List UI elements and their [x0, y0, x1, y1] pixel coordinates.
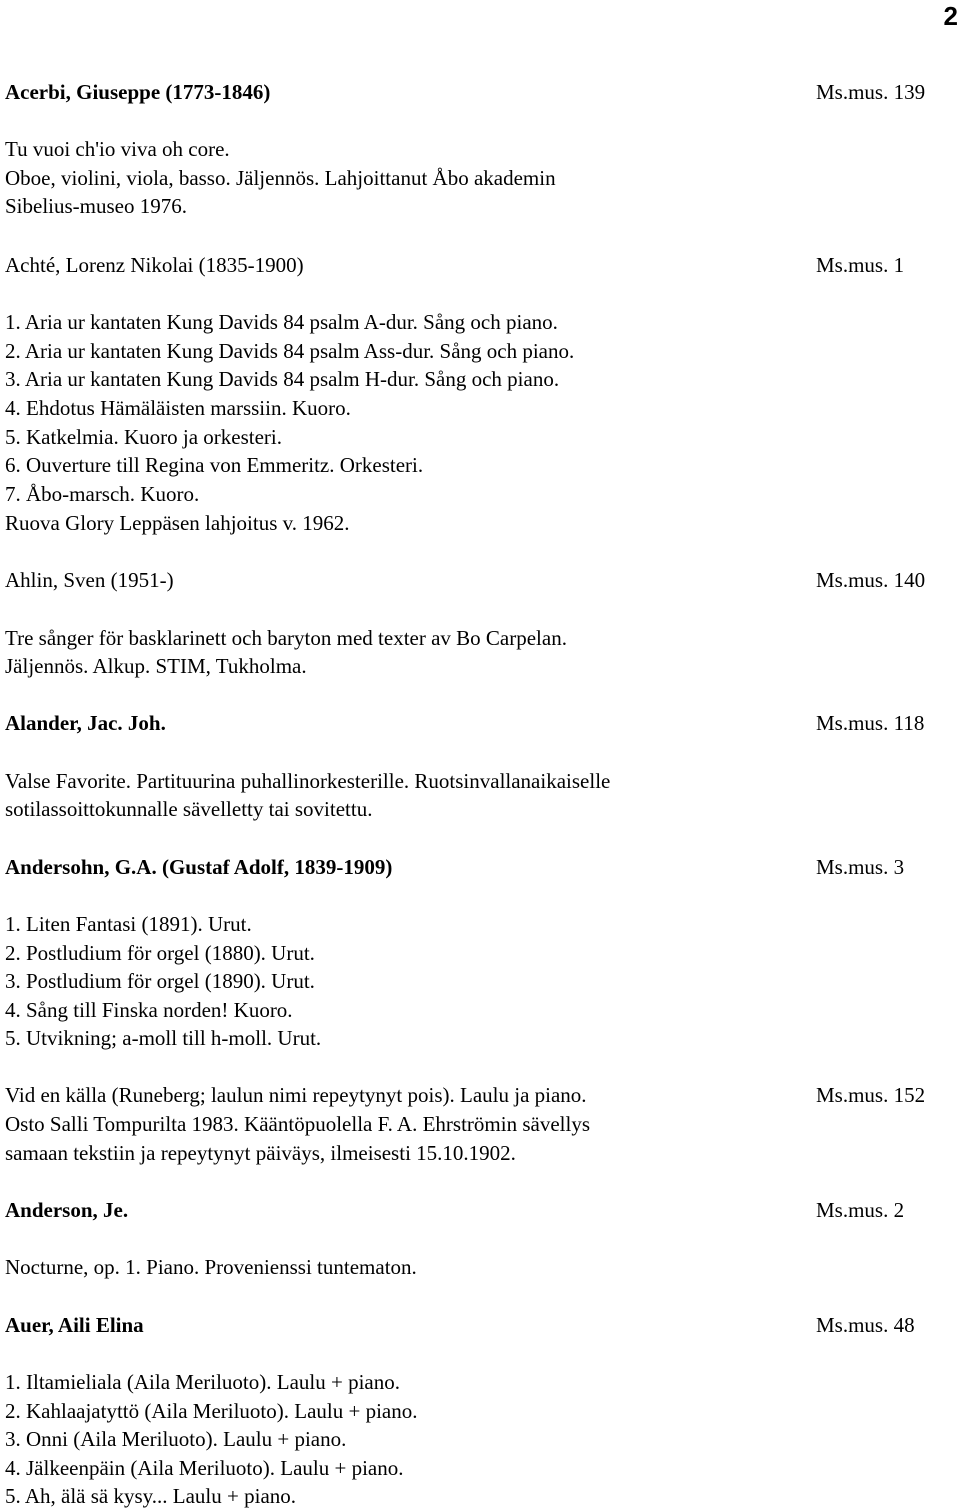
entry-line: samaan tekstiin ja repeytynyt päiväys, ilmeisesti 15.10.1902. — [5, 1141, 516, 1165]
entry-line: Oboe, violini, viola, basso. Jäljennös. Lahjoittanut Åbo akademin — [5, 166, 556, 190]
entry-line: Tu vuoi ch'io viva oh core. — [5, 137, 230, 161]
entry-line: Jäljennös. Alkup. STIM, Tukholma. — [5, 654, 307, 678]
entry-line: 3. Aria ur kantaten Kung Davids 84 psalm H-dur. Sång och piano. — [5, 367, 560, 391]
entry-shelfmark: Ms.mus. 118 — [816, 711, 925, 735]
entry-line: 4. Sång till Finska norden! Kuoro. — [5, 998, 293, 1022]
entry-line: Sibelius-museo 1976. — [5, 194, 187, 218]
entry-heading: Andersohn, G.A. (Gustaf Adolf, 1839-1909) — [5, 855, 393, 879]
entry-line: 2. Aria ur kantaten Kung Davids 84 psalm Ass-dur. Sång och piano. — [5, 339, 575, 363]
entry-line: Ruova Glory Leppäsen lahjoitus v. 1962. — [5, 511, 350, 535]
entry-shelfmark: Ms.mus. 139 — [816, 80, 926, 104]
entry-shelfmark: Ms.mus. 3 — [816, 855, 905, 879]
entry-heading: Anderson, Je. — [5, 1198, 129, 1222]
entry-line: 3. Onni (Aila Meriluoto). Laulu + piano. — [5, 1427, 347, 1451]
entry-line: Osto Salli Tompurilta 1983. Kääntöpuolella F. A. Ehrströmin sävellys — [5, 1112, 590, 1136]
entry-shelfmark: Ms.mus. 2 — [816, 1198, 905, 1222]
entry-heading: Ahlin, Sven (1951-) — [5, 568, 174, 592]
entry-line: 1. Iltamieliala (Aila Meriluoto). Laulu + piano. — [5, 1370, 400, 1394]
entry-line: 2. Postludium för orgel (1880). Urut. — [5, 941, 315, 965]
entry-line: 7. Åbo-marsch. Kuoro. — [5, 482, 200, 506]
entry-shelfmark: Ms.mus. 140 — [816, 568, 926, 592]
entry-line: Nocturne, op. 1. Piano. Provenienssi tuntematon. — [5, 1255, 417, 1279]
entry-line: 1. Aria ur kantaten Kung Davids 84 psalm A-dur. Sång och piano. — [5, 310, 558, 334]
entry-shelfmark: Ms.mus. 1 — [816, 253, 905, 277]
entry-line: sotilassoittokunnalle sävelletty tai sovitettu. — [5, 797, 373, 821]
entry-line: 5. Ah, älä sä kysy... Laulu + piano. — [5, 1484, 297, 1508]
entry-heading: Achté, Lorenz Nikolai (1835-1900) — [5, 253, 304, 277]
entry-heading: Alander, Jac. Joh. — [5, 711, 166, 735]
entry-heading: Auer, Aili Elina — [5, 1313, 144, 1337]
entry-line: 4. Jälkeenpäin (Aila Meriluoto). Laulu + piano. — [5, 1456, 404, 1480]
entry-line: Valse Favorite. Partituurina puhallinorkesterille. Ruotsinvallanaikaiselle — [5, 769, 611, 793]
entry-line: 3. Postludium för orgel (1890). Urut. — [5, 969, 315, 993]
entry-line: Tre sånger för basklarinett och baryton med texter av Bo Carpelan. — [5, 626, 567, 650]
entry-shelfmark: Ms.mus. 152 — [816, 1083, 926, 1107]
entry-line: Vid en källa (Runeberg; laulun nimi repeytynyt pois). Laulu ja piano. — [5, 1083, 587, 1107]
entry-shelfmark: Ms.mus. 48 — [816, 1313, 915, 1337]
entry-line: 4. Ehdotus Hämäläisten marssiin. Kuoro. — [5, 396, 351, 420]
entry-line: 6. Ouverture till Regina von Emmeritz. Orkesteri. — [5, 453, 424, 477]
entry-line: 2. Kahlaajatyttö (Aila Meriluoto). Laulu + piano. — [5, 1399, 418, 1423]
entry-line: 5. Utvikning; a-moll till h-moll. Urut. — [5, 1026, 322, 1050]
entry-line: 1. Liten Fantasi (1891). Urut. — [5, 912, 252, 936]
entry-line: 5. Katkelmia. Kuoro ja orkesteri. — [5, 425, 282, 449]
entry-heading: Acerbi, Giuseppe (1773-1846) — [5, 80, 271, 104]
page-number: 2 — [943, 1, 958, 31]
